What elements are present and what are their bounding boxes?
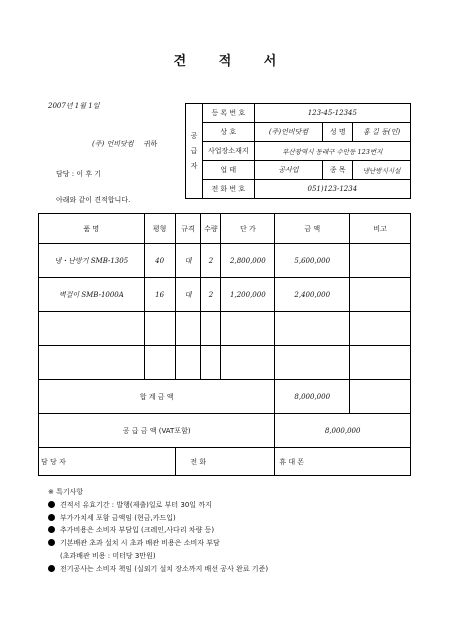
table-row: [39, 244, 411, 278]
bullet-icon: [48, 514, 55, 521]
side-label-3: 자: [190, 162, 198, 170]
note-item: [48, 524, 268, 537]
col-header-size: 평형: [144, 214, 175, 244]
supply-row: [39, 414, 411, 448]
row-1-qty: 2: [201, 244, 221, 278]
bullet-icon: [48, 539, 55, 546]
col-header-name: 품 명: [39, 214, 145, 244]
bullet-icon: [48, 526, 55, 533]
recipient-suffix: 귀하: [143, 140, 158, 148]
row-1-unit: 2,800,000: [221, 244, 275, 278]
supply-value: 8,000,000: [275, 414, 411, 448]
business-value: 공사업: [254, 161, 323, 180]
row-2-qty: 2: [201, 278, 221, 312]
recipient-name: (주) 언비닷컴: [92, 140, 134, 148]
bullet-icon: [48, 565, 55, 572]
supplier-side-label: [186, 104, 203, 199]
document-title: 견 적 서: [173, 54, 291, 69]
note-text: 부가가치세 포함 금액임 (현금,카드입): [60, 513, 176, 522]
supplier-table: [185, 103, 411, 199]
header-row: [39, 214, 411, 244]
address-label: 사업장소재지: [202, 142, 254, 161]
note-text: 전기공사는 소비자 책임 (실외기 설치 장소까지 배선 공사 완료 기준): [60, 564, 269, 573]
row-2-amount: 2,400,000: [275, 278, 350, 312]
note-item: [48, 512, 268, 525]
side-label-1: 공: [190, 132, 198, 140]
bullet-icon: [48, 501, 55, 508]
manager-value: [92, 448, 175, 476]
mobile-value: [350, 448, 411, 476]
phone-label: 전 화 번 호: [202, 180, 254, 199]
row-1-amount: 5,600,000: [275, 244, 350, 278]
row-2-unit: 1,200,000: [221, 278, 275, 312]
row-2-spec: 대: [175, 278, 201, 312]
footer-phone-label: 전 화: [175, 448, 221, 476]
footer-phone-value: [221, 448, 275, 476]
supply-label: 공 급 금 액 (VAT포함): [39, 414, 275, 448]
contact-person: 담당 : 이 후 기: [56, 170, 102, 178]
address-value: 부산광역시 동래구 수안동 123번지: [254, 142, 410, 161]
manager-label: 담 당 자: [39, 448, 93, 476]
note-sub: (초과배관 비용 : 미터당 3만원): [60, 551, 156, 560]
note-item: [48, 499, 268, 512]
item-label: 종 목: [323, 161, 353, 180]
row-1-name: 냉・난방기 SMB-1305: [39, 244, 145, 278]
row-1-size: 40: [144, 244, 175, 278]
company-value: (주)언비닷컴: [254, 123, 323, 142]
col-header-amount: 금 액: [275, 214, 350, 244]
mobile-label: 휴 대 폰: [275, 448, 350, 476]
note-text: 견적서 유효기간 : 발행(제출)일로 부터 30일 까지: [60, 500, 212, 509]
note-item: [48, 537, 268, 550]
row-1-spec: 대: [175, 244, 201, 278]
note-item: [48, 563, 268, 576]
name-label: 성 명: [323, 123, 353, 142]
row-2-note: [350, 278, 411, 312]
reg-number-label: 등 록 번 호: [202, 104, 254, 123]
footer-row: [39, 448, 411, 476]
item-value: 냉난방시시설: [353, 161, 411, 180]
row-1-note: [350, 244, 411, 278]
note-text: 기본배관 초과 설치 시 초과 배관 비용은 소비자 부담: [60, 539, 220, 548]
row-2-size: 16: [144, 278, 175, 312]
side-label-2: 급: [190, 147, 198, 155]
business-label: 업 태: [202, 161, 254, 180]
total-row: [39, 380, 411, 414]
row-2-name: 벽걸이 SMB-1000A: [39, 278, 145, 312]
notes-heading: ※ 특기사항: [48, 488, 84, 496]
note-text: 추가비용은 소비자 부담입 (크레인,사다리 차량 등): [60, 526, 215, 535]
col-header-spec: 규격: [175, 214, 201, 244]
issue-date: 2007년 1월 1일: [48, 102, 100, 110]
reg-number-value: 123-45-12345: [254, 104, 410, 123]
intro-text: 아래와 같이 견적합니다.: [56, 196, 131, 204]
name-value: 홍 길 동(인): [353, 123, 411, 142]
col-header-unit: 단 가: [221, 214, 275, 244]
table-row: [39, 278, 411, 312]
company-label: 상 호: [202, 123, 254, 142]
col-header-qty: 수량: [201, 214, 221, 244]
total-label: 합 계 금 액: [39, 380, 275, 414]
total-value: 8,000,000: [275, 380, 350, 414]
quote-table: [38, 213, 411, 476]
phone-value: 051)123-1234: [254, 180, 410, 199]
total-note: [350, 380, 411, 414]
empty-row: [39, 346, 411, 380]
empty-row: [39, 312, 411, 346]
recipient-block: [92, 139, 157, 149]
special-notes: [48, 486, 268, 576]
col-header-note: 비고: [350, 214, 411, 244]
